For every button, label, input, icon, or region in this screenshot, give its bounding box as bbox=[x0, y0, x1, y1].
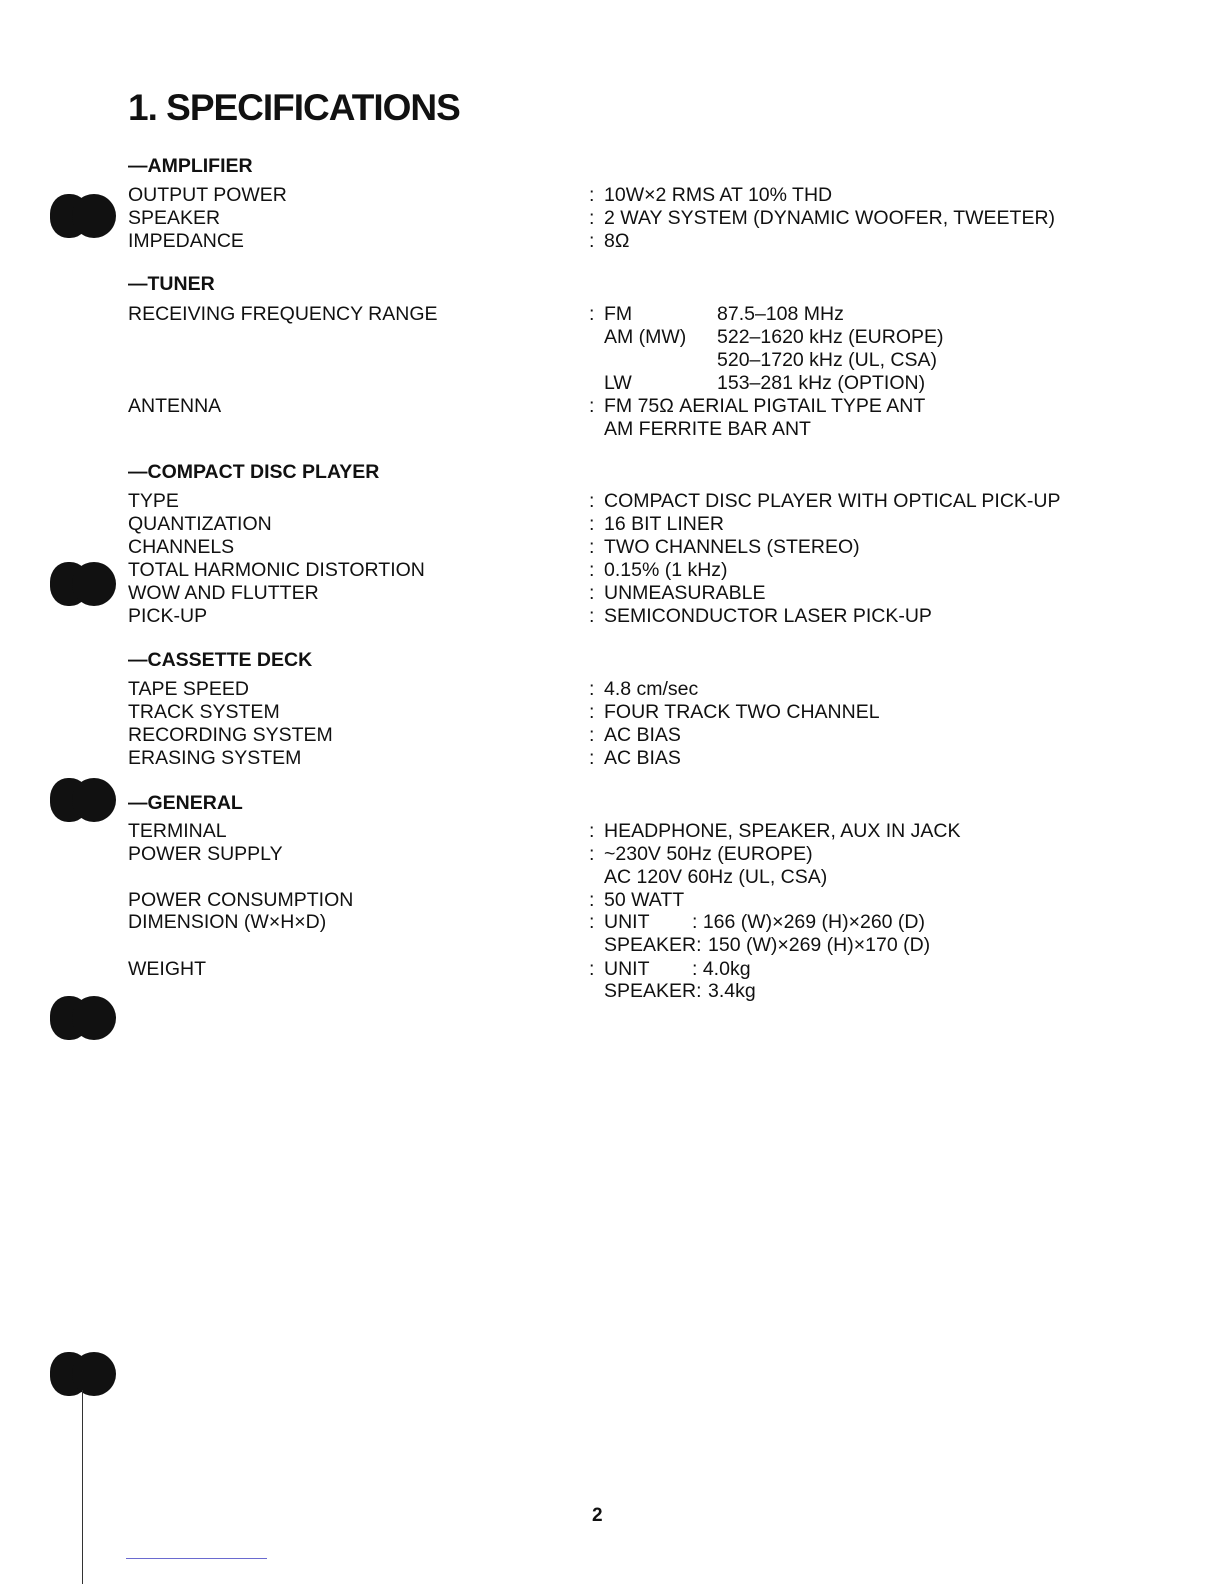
spec-value: : FM 75Ω AERIAL PIGTAIL TYPE ANT bbox=[589, 395, 926, 417]
spec-value: : 4.8 cm/sec bbox=[589, 678, 699, 700]
spec-value: 520–1720 kHz (UL, CSA) bbox=[717, 349, 938, 371]
spec-label: PICK-UP bbox=[128, 605, 208, 627]
spec-value: SPEAKER: 150 (W)×269 (H)×170 (D) bbox=[604, 934, 931, 956]
spec-value: : 16 BIT LINER bbox=[589, 513, 724, 535]
spec-label: RECORDING SYSTEM bbox=[128, 724, 333, 746]
spec-value: : FM 87.5–108 MHz bbox=[589, 303, 844, 325]
punch-hole bbox=[50, 994, 116, 1042]
section-heading-general: —GENERAL bbox=[128, 792, 243, 814]
spec-label: CHANNELS bbox=[128, 536, 235, 558]
spec-value: : UNMEASURABLE bbox=[589, 582, 766, 604]
section-heading-tuner: —TUNER bbox=[128, 273, 215, 295]
spec-label: TRACK SYSTEM bbox=[128, 701, 280, 723]
spec-value: : ~230V 50Hz (EUROPE) bbox=[589, 843, 813, 865]
spec-label: ANTENNA bbox=[128, 395, 222, 417]
spec-value: : 2 WAY SYSTEM (DYNAMIC WOOFER, TWEETER) bbox=[589, 207, 1056, 229]
spec-label: TAPE SPEED bbox=[128, 678, 250, 700]
spec-label: ERASING SYSTEM bbox=[128, 747, 302, 769]
spec-value: : TWO CHANNELS (STEREO) bbox=[589, 536, 860, 558]
punch-hole bbox=[50, 776, 116, 824]
spec-label: RECEIVING FREQUENCY RANGE bbox=[128, 303, 438, 325]
spec-value: : AC BIAS bbox=[589, 747, 681, 769]
spec-value: AC 120V 60Hz (UL, CSA) bbox=[604, 866, 828, 888]
spec-value: : 50 WATT bbox=[589, 889, 685, 911]
spec-value: : SEMICONDUCTOR LASER PICK-UP bbox=[589, 605, 932, 627]
spec-value: : AC BIAS bbox=[589, 724, 681, 746]
spec-label: OUTPUT POWER bbox=[128, 184, 287, 206]
punch-hole bbox=[50, 192, 116, 240]
spec-value: : 0.15% (1 kHz) bbox=[589, 559, 728, 581]
spec-value: : UNIT : 166 (W)×269 (H)×260 (D) bbox=[589, 911, 926, 933]
binding-line bbox=[82, 1390, 83, 1584]
spec-label: WEIGHT bbox=[128, 958, 206, 980]
spec-label: POWER CONSUMPTION bbox=[128, 889, 354, 911]
punch-hole bbox=[50, 1350, 116, 1398]
section-heading-amplifier: —AMPLIFIER bbox=[128, 155, 253, 177]
spec-label: QUANTIZATION bbox=[128, 513, 272, 535]
spec-value: : 10W×2 RMS AT 10% THD bbox=[589, 184, 833, 206]
spec-value: : COMPACT DISC PLAYER WITH OPTICAL PICK-UP bbox=[589, 490, 1061, 512]
spec-label: POWER SUPPLY bbox=[128, 843, 283, 865]
spec-label: SPEAKER bbox=[128, 207, 221, 229]
spec-value: : 8Ω bbox=[589, 230, 630, 252]
spec-value: LW 153–281 kHz (OPTION) bbox=[604, 372, 926, 394]
spec-label: TYPE bbox=[128, 490, 179, 512]
section-heading-cd: —COMPACT DISC PLAYER bbox=[128, 461, 380, 483]
page-number: 2 bbox=[592, 1505, 603, 1526]
spec-value: AM (MW) 522–1620 kHz (EUROPE) bbox=[604, 326, 944, 348]
spec-value: SPEAKER: 3.4kg bbox=[604, 980, 756, 1002]
spec-label: DIMENSION (W×H×D) bbox=[128, 911, 327, 933]
spec-value: AM FERRITE BAR ANT bbox=[604, 418, 811, 440]
spec-label: TERMINAL bbox=[128, 820, 227, 842]
spec-value: : FOUR TRACK TWO CHANNEL bbox=[589, 701, 880, 723]
spec-value: : HEADPHONE, SPEAKER, AUX IN JACK bbox=[589, 820, 961, 842]
section-heading-cassette: —CASSETTE DECK bbox=[128, 649, 313, 671]
page-title: 1. SPECIFICATIONS bbox=[128, 87, 460, 128]
spec-label: WOW AND FLUTTER bbox=[128, 582, 319, 604]
spec-value: : UNIT : 4.0kg bbox=[589, 958, 751, 980]
footer-rule bbox=[126, 1558, 267, 1559]
spec-label: IMPEDANCE bbox=[128, 230, 244, 252]
punch-hole bbox=[50, 560, 116, 608]
spec-label: TOTAL HARMONIC DISTORTION bbox=[128, 559, 425, 581]
